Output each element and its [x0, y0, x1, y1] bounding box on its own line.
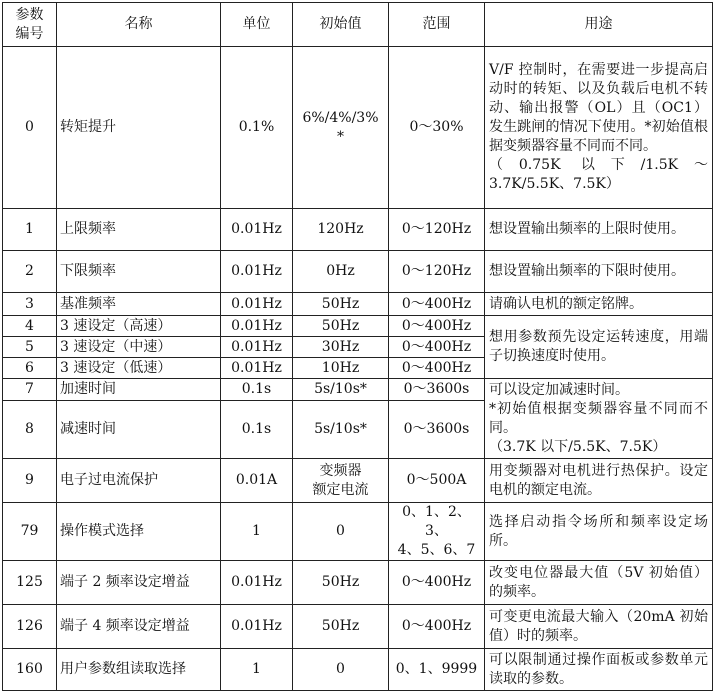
param-initial [293, 459, 389, 503]
param-initial: 50Hz [293, 561, 389, 605]
header-number-line1: 参数 [15, 6, 44, 23]
param-name: 转矩提升 [57, 47, 221, 209]
table-row [3, 649, 713, 691]
param-name: 3 速设定（低速） [57, 358, 221, 379]
param-name: 3 速设定（中速） [57, 337, 221, 358]
initial-line2: 额定电流 [312, 481, 369, 498]
param-unit: 1 [221, 503, 293, 561]
param-unit: 0.01Hz [221, 561, 293, 605]
param-use: 想设置输出频率的下限时使用。 [485, 251, 713, 293]
param-name: 基准频率 [57, 293, 221, 316]
param-use: 可以限制通过操作面板或参数单元读取的参数。 [485, 649, 713, 691]
table-row [3, 503, 713, 561]
initial-line1: 变频器 [319, 462, 362, 479]
param-range [389, 503, 485, 561]
param-number: 9 [3, 459, 57, 503]
param-name: 减速时间 [57, 401, 221, 459]
param-number: 3 [3, 293, 57, 316]
header-range: 范围 [389, 3, 485, 47]
table-row [3, 561, 713, 605]
param-number: 7 [3, 379, 57, 401]
param-initial [293, 47, 389, 209]
parameter-table [2, 2, 713, 691]
param-name: 电子过电流保护 [57, 459, 221, 503]
param-initial: 0 [293, 503, 389, 561]
accel-use-line2: *初始值根据变频器容量不同而不同。 [489, 400, 708, 436]
accel-use-line1: 可以设定加减速时间。 [489, 381, 629, 398]
param-initial: 50Hz [293, 293, 389, 316]
param-range: 0～120Hz [389, 209, 485, 251]
param-range: 0～500A [389, 459, 485, 503]
range-line2: 4、5、6、7 [397, 542, 476, 558]
param-range: 0～400Hz [389, 561, 485, 605]
param-number: 125 [3, 561, 57, 605]
param-use: 请确认电机的额定铭牌。 [485, 293, 713, 316]
param-initial: 5s/10s* [293, 379, 389, 401]
param-initial: 50Hz [293, 605, 389, 649]
param-range: 0～400Hz [389, 605, 485, 649]
param-name: 上限频率 [57, 209, 221, 251]
param-range: 0～120Hz [389, 251, 485, 293]
param-unit: 0.01Hz [221, 316, 293, 337]
param-name: 用户参数组读取选择 [57, 649, 221, 691]
param-use-speed-group: 想用参数预先设定运转速度，用端子切换速度时使用。 [485, 316, 713, 379]
header-name: 名称 [57, 3, 221, 47]
header-row [3, 3, 713, 47]
table-row [3, 209, 713, 251]
table-row [3, 605, 713, 649]
accel-use-line3: （3.7K 以下/5.5K、7.5K） [489, 438, 667, 455]
param-initial: 120Hz [293, 209, 389, 251]
header-initial: 初始值 [293, 3, 389, 47]
param-number: 160 [3, 649, 57, 691]
param-number: 8 [3, 401, 57, 459]
param-unit: 0.01Hz [221, 209, 293, 251]
param-range: 0～400Hz [389, 358, 485, 379]
table-row [3, 293, 713, 316]
header-number [3, 3, 57, 47]
param-range: 0～3600s [389, 379, 485, 401]
param-initial: 0Hz [293, 251, 389, 293]
param-number: 6 [3, 358, 57, 379]
param-range: 0～400Hz [389, 316, 485, 337]
param-use: 想设置输出频率的上限时使用。 [485, 209, 713, 251]
param-number: 5 [3, 337, 57, 358]
param-unit: 0.01A [221, 459, 293, 503]
param-unit: 0.01Hz [221, 605, 293, 649]
param-use: 可变更电流最大输入（20mA 初始值）时的频率。 [485, 605, 713, 649]
initial-line1: 6%/4%/3% [302, 109, 379, 126]
param-unit: 0.1s [221, 401, 293, 459]
header-number-line2: 编号 [15, 25, 44, 42]
param-range: 0～3600s [389, 401, 485, 459]
table-row [3, 251, 713, 293]
initial-line2: * [337, 128, 344, 145]
param-number: 126 [3, 605, 57, 649]
param-use: 改变电位器最大值（5V 初始值）的频率。 [485, 561, 713, 605]
param-range: 0～400Hz [389, 293, 485, 316]
param-name: 端子 4 频率设定增益 [57, 605, 221, 649]
param-initial: 5s/10s* [293, 401, 389, 459]
param-number: 2 [3, 251, 57, 293]
param-number: 4 [3, 316, 57, 337]
param-initial: 30Hz [293, 337, 389, 358]
param-range: 0、1、9999 [389, 649, 485, 691]
header-unit: 单位 [221, 3, 293, 47]
param-use: 选择启动指令场所和频率设定场所。 [485, 503, 713, 561]
param-use: 用变频器对电机进行热保护。设定电机的额定电流。 [485, 459, 713, 503]
param-use-accel-group [485, 379, 713, 459]
param-name: 端子 2 频率设定增益 [57, 561, 221, 605]
param-use [485, 47, 713, 209]
param-name: 3 速设定（高速） [57, 316, 221, 337]
param-initial: 10Hz [293, 358, 389, 379]
param-initial: 50Hz [293, 316, 389, 337]
param-unit: 1 [221, 649, 293, 691]
table-row [3, 316, 713, 337]
param-range: 0～400Hz [389, 337, 485, 358]
param-range: 0～30% [389, 47, 485, 209]
use-line2: （0.75K 以下/1.5K～3.7K/5.5K、7.5K） [489, 157, 708, 192]
table-row [3, 459, 713, 503]
param-number: 1 [3, 209, 57, 251]
use-line1: V/F 控制时，在需要进一步提高启动时的转矩、以及负载后电机不转动、输出报警（OL）且（OC1）发生跳闸的情况下使用。*初始值根据变频器容量不同而不同。 [489, 62, 708, 154]
param-initial: 0 [293, 649, 389, 691]
table-row [3, 47, 713, 209]
param-unit: 0.01Hz [221, 358, 293, 379]
param-unit: 0.1s [221, 379, 293, 401]
param-unit: 0.01Hz [221, 293, 293, 316]
range-line1: 0、1、2、3、 [402, 504, 471, 539]
param-unit: 0.01Hz [221, 251, 293, 293]
param-name: 加速时间 [57, 379, 221, 401]
param-unit: 0.01Hz [221, 337, 293, 358]
param-unit: 0.1% [221, 47, 293, 209]
param-number: 0 [3, 47, 57, 209]
table-row [3, 379, 713, 401]
header-use: 用途 [485, 3, 713, 47]
param-name: 操作模式选择 [57, 503, 221, 561]
param-number: 79 [3, 503, 57, 561]
param-name: 下限频率 [57, 251, 221, 293]
